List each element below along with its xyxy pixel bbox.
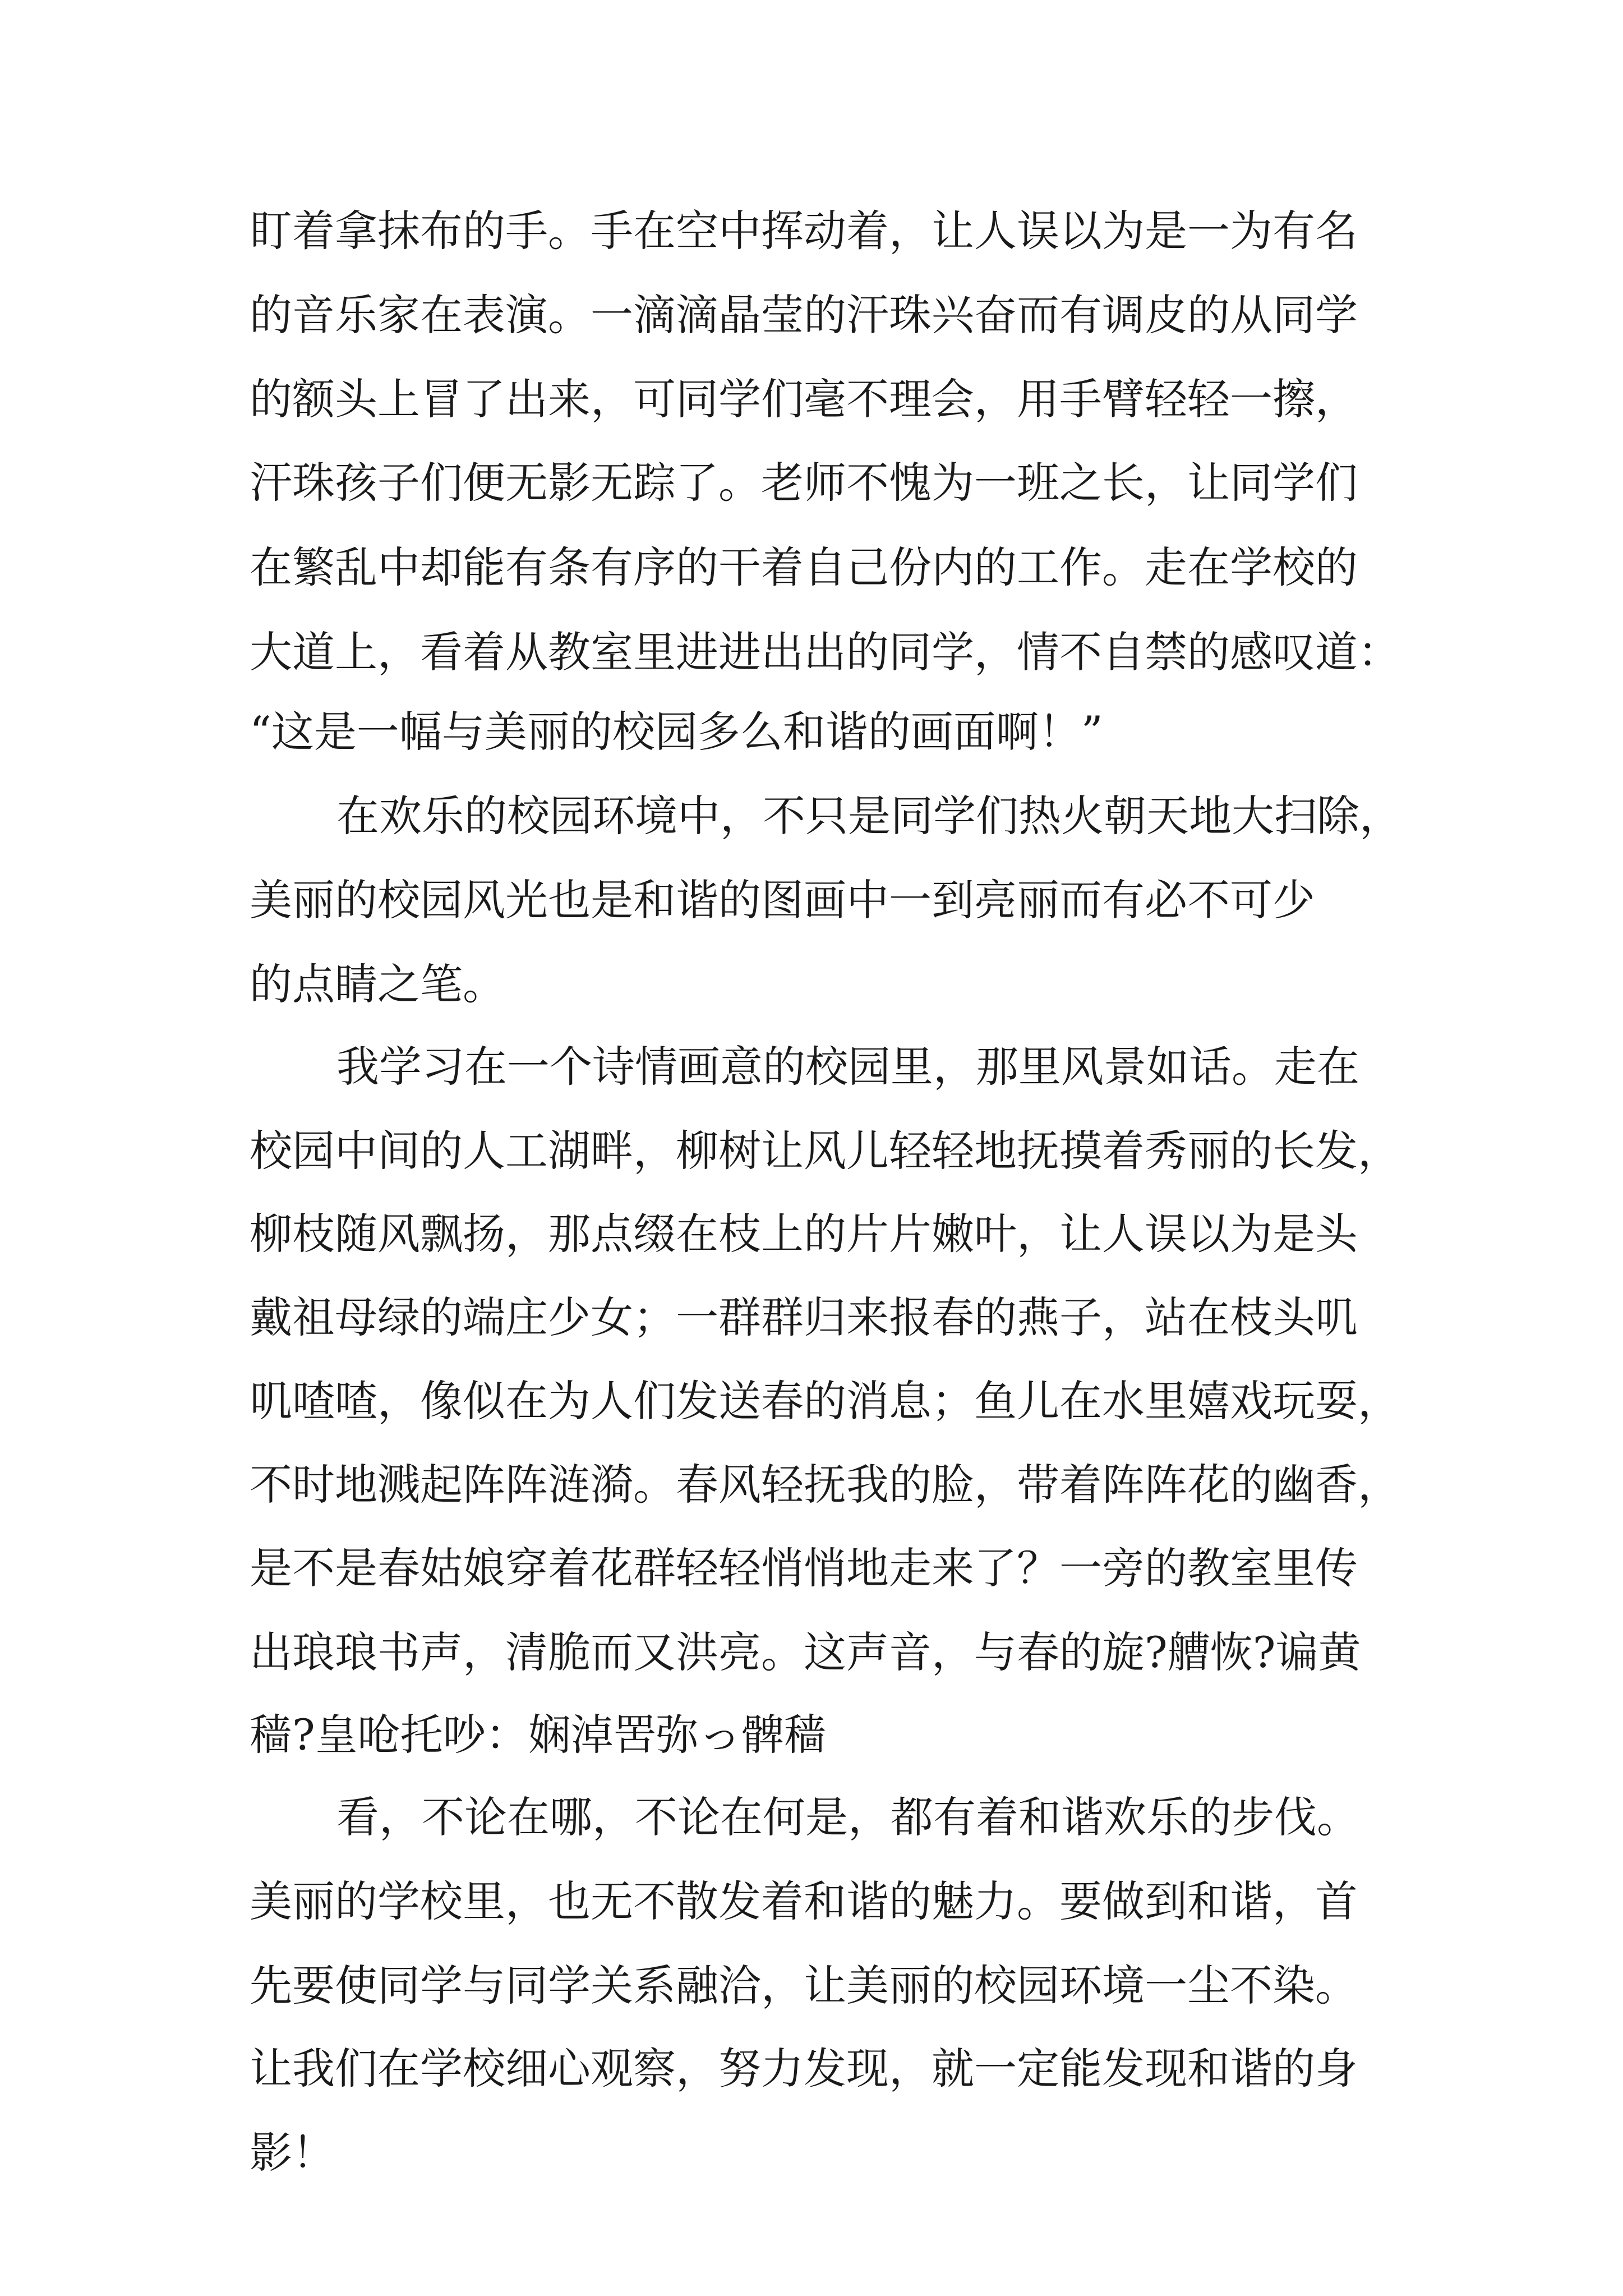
text-line: 穑?皇呛托吵：娴淖罟弥っ髀穑: [250, 1710, 827, 1760]
text-line: 让我们在学校细心观察，努力发现，就一定能发现和谐的身: [250, 2044, 1358, 2093]
text-line: 出琅琅书声，清脆而又洪亮。这声音，与春的旋?艚恢?谝黄: [250, 1627, 1361, 1677]
text-line: 柳枝随风飘扬，那点缀在枝上的片片嫩叶，让人误以为是头: [250, 1209, 1358, 1259]
text-line: 叽喳喳，像似在为人们发送春的消息；鱼儿在水里嬉戏玩耍，: [250, 1376, 1400, 1426]
text-line: 的音乐家在表演。一滴滴晶莹的汗珠兴奋而有调皮的从同学: [250, 290, 1358, 340]
text-line: 是不是春姑娘穿着花群轻轻悄悄地走来了？一旁的教室里传: [250, 1543, 1358, 1593]
text-line: 的点睛之笔。: [250, 959, 505, 1009]
text-line: 不时地溅起阵阵涟漪。春风轻抚我的脸，带着阵阵花的幽香，: [250, 1460, 1400, 1510]
text-line: 美丽的学校里，也无不散发着和谐的魅力。要做到和谐，首: [250, 1876, 1358, 1926]
text-line: 影！: [250, 2128, 335, 2178]
text-line: 先要使同学与同学关系融洽，让美丽的校园环境一尘不染。: [250, 1961, 1358, 2010]
text-line: “这是一幅与美丽的校园多么和谐的画面啊！”: [250, 707, 1103, 757]
text-line: 汗珠孩子们便无影无踪了。老师不愧为一班之长，让同学们: [250, 458, 1358, 508]
paragraph-first-line: 在欢乐的校园环境中，不只是同学们热火朝天地大扫除，: [336, 791, 1402, 841]
text-line: 在繁乱中却能有条有序的干着自己份内的工作。走在学校的: [250, 542, 1358, 592]
text-line: 校园中间的人工湖畔，柳树让风儿轻轻地抚摸着秀丽的长发，: [250, 1126, 1400, 1176]
paragraph-first-line: 看，不论在哪，不论在何是，都有着和谐欢乐的步伐。: [336, 1792, 1359, 1842]
text-line: 美丽的校园风光也是和谐的图画中一到亮丽而有必不可少: [250, 875, 1315, 925]
text-line: 的额头上冒了出来，可同学们毫不理会，用手臂轻轻一擦，: [250, 374, 1358, 424]
text-line: 大道上，看着从教室里进进出出的同学，情不自禁的感叹道：: [250, 627, 1400, 677]
text-line: 戴祖母绿的端庄少女；一群群归来报春的燕子，站在枝头叽: [250, 1292, 1358, 1342]
paragraph-first-line: 我学习在一个诗情画意的校园里，那里风景如话。走在: [336, 1042, 1359, 1092]
text-line: 盯着拿抹布的手。手在空中挥动着，让人误以为是一为有名: [250, 206, 1358, 256]
